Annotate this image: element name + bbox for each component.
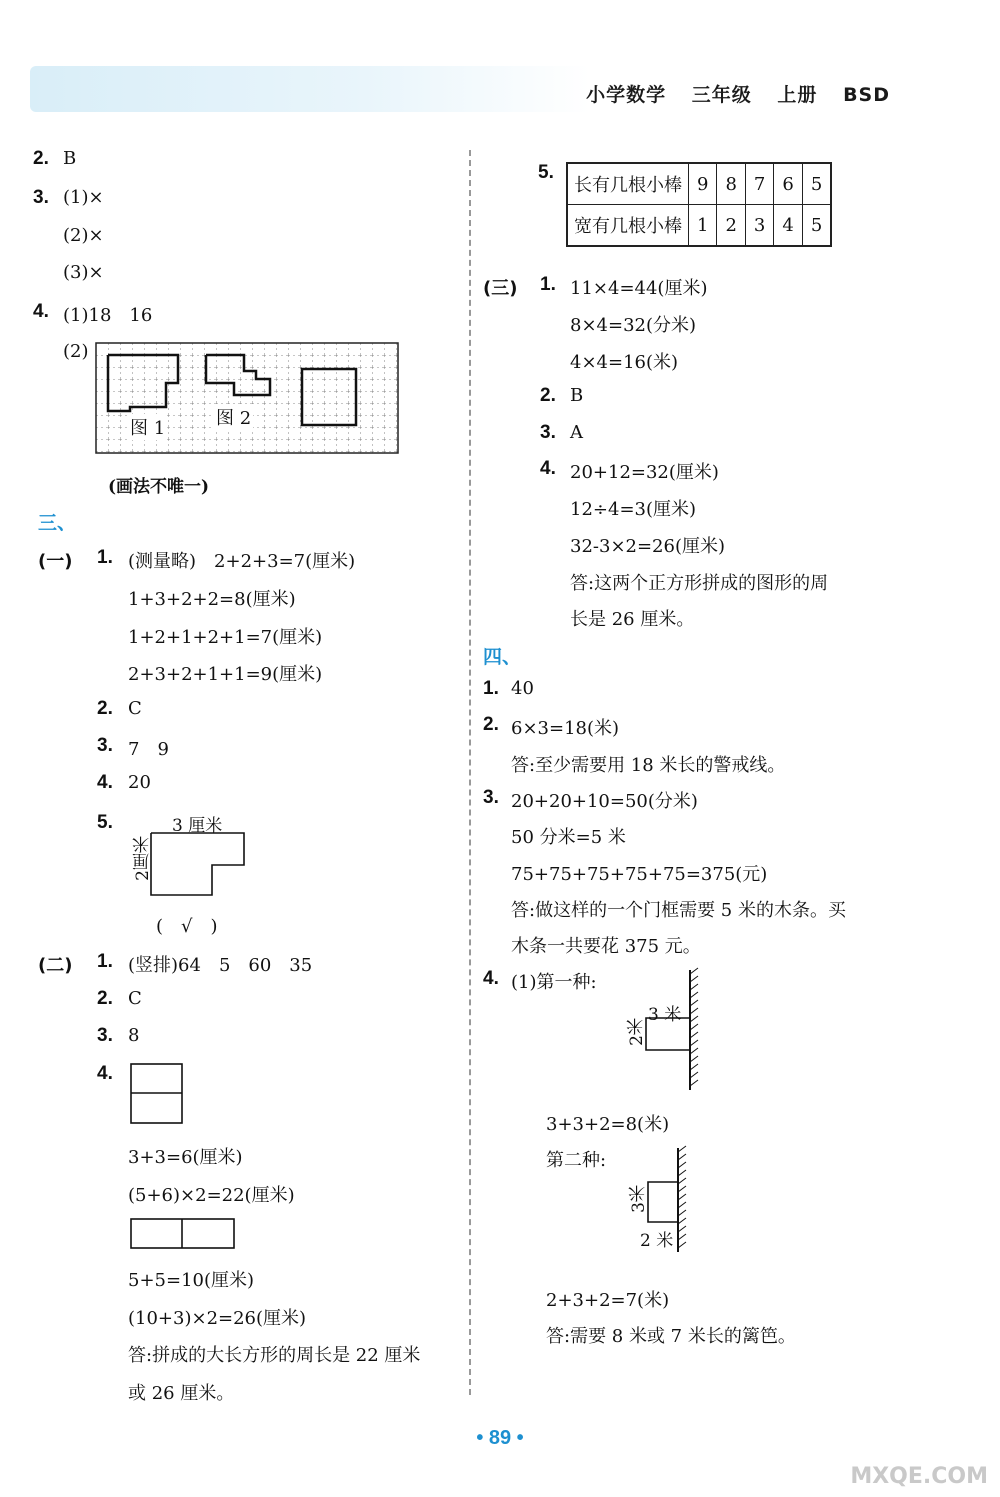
- section-3-heading: 三、: [38, 512, 77, 534]
- g1-q1-line2: 1+3+2+2=8(厘米): [128, 589, 296, 610]
- g2-q4-shape-b: [130, 1218, 236, 1250]
- g2-q4-shape-a: [130, 1063, 184, 1125]
- g1-q5-top-label: 3 厘米: [172, 816, 223, 836]
- q4-line1: (1)18 16: [63, 305, 153, 326]
- table-cell: 7: [745, 163, 773, 205]
- g2-q4-line6: 或 26 厘米。: [128, 1383, 235, 1404]
- table-cell: 5: [802, 205, 831, 247]
- g2-q4-line4: (10+3)×2=26(厘米): [128, 1308, 307, 1329]
- fig2-label: 图 2: [214, 404, 253, 430]
- g3-q1-line3: 4×4=16(米): [570, 352, 679, 373]
- g2-q1-answer: (竖排)64 5 60 35: [128, 955, 313, 976]
- g2-q4-line2: (5+6)×2=22(厘米): [128, 1185, 295, 1206]
- g2-q1-num: 1.: [97, 951, 113, 972]
- g1-q2-answer: C: [128, 698, 142, 719]
- g1-q2-num: 2.: [97, 698, 113, 719]
- q4-line2: (2): [63, 341, 89, 362]
- s4-q2-line2: 答:至少需要用 18 米长的警戒线。: [511, 755, 786, 776]
- r-q5-num: 5.: [538, 162, 554, 183]
- s4-q4-line2: 3+3+2=8(米): [546, 1114, 670, 1135]
- q3-num: 3.: [33, 187, 49, 208]
- g3-q4-num: 4.: [540, 458, 556, 479]
- g3-q1-line1: 11×4=44(厘米): [570, 278, 708, 299]
- header-edition: BSD: [843, 84, 890, 106]
- g2-q4-line5: 答:拼成的大长方形的周长是 22 厘米: [128, 1345, 421, 1366]
- g3-q1-line2: 8×4=32(分米): [570, 315, 697, 336]
- watermark: MXQE.COM: [850, 1464, 988, 1489]
- table-cell: 9: [689, 163, 717, 205]
- table-cell: 5: [802, 163, 831, 205]
- s4-q1-num: 1.: [483, 678, 499, 699]
- header-title: [568, 80, 890, 107]
- g1-q4-num: 4.: [97, 772, 113, 793]
- s4-q3-line2: 50 分米=5 米: [511, 827, 626, 848]
- g3-q4-line2: 12÷4=3(厘米): [570, 499, 697, 520]
- table-row-label: 宽有几根小棒: [567, 205, 689, 247]
- g1-q5-num: 5.: [97, 812, 113, 833]
- q4-note: (画法不唯一): [108, 477, 210, 497]
- s4-q1-answer: 40: [511, 678, 534, 699]
- header-grade: 三年级: [691, 84, 752, 106]
- fig1-label: 图 1: [128, 414, 167, 440]
- table-cell: 4: [774, 205, 802, 247]
- table-cell: 8: [717, 163, 745, 205]
- g1-q5-shape: [150, 832, 246, 896]
- s4-q4-line3: 第二种:: [546, 1150, 607, 1171]
- s4-q3-line5: 木条一共要花 375 元。: [511, 936, 701, 957]
- g3-q4-line1: 20+12=32(厘米): [570, 462, 719, 483]
- q2-answer: B: [63, 148, 77, 169]
- g1-q1-num: 1.: [97, 547, 113, 568]
- q3-line3: (3)×: [63, 262, 104, 283]
- g3-q1-num: 1.: [540, 274, 556, 295]
- s4-q3-line3: 75+75+75+75+75=375(元): [511, 864, 768, 885]
- g3-q4-line5: 长是 26 厘米。: [570, 609, 695, 630]
- s4-q4-line4: 2+3+2=7(米): [546, 1290, 670, 1311]
- g1-q1-line4: 2+3+2+1+1=9(厘米): [128, 664, 323, 685]
- d2-bottom-label: 2 米: [640, 1231, 674, 1251]
- s4-q3-num: 3.: [483, 787, 499, 808]
- group-2-label: (二): [38, 955, 73, 976]
- q4-num: 4.: [33, 301, 49, 322]
- g2-q3-answer: 8: [128, 1025, 140, 1046]
- table-cell: 6: [774, 163, 802, 205]
- column-divider: [469, 150, 471, 1395]
- diagram-2: [644, 1146, 690, 1254]
- g3-q3-answer: A: [570, 422, 583, 443]
- section-4-heading: 四、: [483, 646, 522, 668]
- page-number: • 89 •: [476, 1427, 524, 1449]
- g1-q5-check: ( √ ): [156, 916, 218, 937]
- g3-q4-line4: 答:这两个正方形拼成的图形的周: [570, 573, 829, 594]
- g2-q2-answer: C: [128, 988, 142, 1009]
- d2-side-label: 3米: [629, 1185, 649, 1213]
- s4-q4-line1: (1)第一种:: [511, 972, 597, 993]
- g1-q5-side-label: 2厘米: [133, 836, 153, 881]
- s4-q4-line5: 答:需要 8 米或 7 米长的篱笆。: [546, 1326, 796, 1347]
- g3-q4-line3: 32-3×2=26(厘米): [570, 536, 726, 557]
- group-1-label: (一): [38, 551, 73, 572]
- s4-q2-line1: 6×3=18(米): [511, 718, 620, 739]
- table-cell: 1: [689, 205, 717, 247]
- table-row-label: 长有几根小棒: [567, 163, 689, 205]
- d1-top-label: 3 米: [648, 1005, 682, 1025]
- g1-q4-answer: 20: [128, 772, 151, 793]
- s4-q3-line4: 答:做这样的一个门框需要 5 米的木条。买: [511, 900, 846, 921]
- s4-q3-line1: 20+20+10=50(分米): [511, 791, 698, 812]
- q2-num: 2.: [33, 148, 49, 169]
- g2-q4-line3: 5+5=10(厘米): [128, 1270, 255, 1291]
- q3-line2: (2)×: [63, 225, 104, 246]
- diagram-1: [640, 968, 704, 1092]
- table-row: [567, 205, 831, 247]
- g2-q3-num: 3.: [97, 1025, 113, 1046]
- g1-q3-num: 3.: [97, 735, 113, 756]
- g1-q3-answer: 7 9: [128, 739, 169, 760]
- table-cell: 3: [745, 205, 773, 247]
- s4-q4-num: 4.: [483, 968, 499, 989]
- s4-q2-num: 2.: [483, 714, 499, 735]
- d1-side-label: 2米: [627, 1018, 647, 1046]
- header-subject: 小学数学: [586, 84, 667, 106]
- stick-table: [566, 162, 832, 247]
- g2-q4-num: 4.: [97, 1063, 113, 1084]
- header-band: [30, 66, 590, 112]
- g3-q2-answer: B: [570, 385, 584, 406]
- g1-q1-line1: (测量略) 2+2+3=7(厘米): [128, 551, 356, 572]
- table-row: [567, 163, 831, 205]
- g3-q2-num: 2.: [540, 385, 556, 406]
- g1-q1-line3: 1+2+1+2+1=7(厘米): [128, 627, 323, 648]
- q3-line1: (1)×: [63, 187, 104, 208]
- table-cell: 2: [717, 205, 745, 247]
- g2-q2-num: 2.: [97, 988, 113, 1009]
- g2-q4-line1: 3+3=6(厘米): [128, 1147, 243, 1168]
- group-3-label: (三): [483, 278, 518, 299]
- header-volume: 上册: [777, 84, 818, 106]
- g3-q3-num: 3.: [540, 422, 556, 443]
